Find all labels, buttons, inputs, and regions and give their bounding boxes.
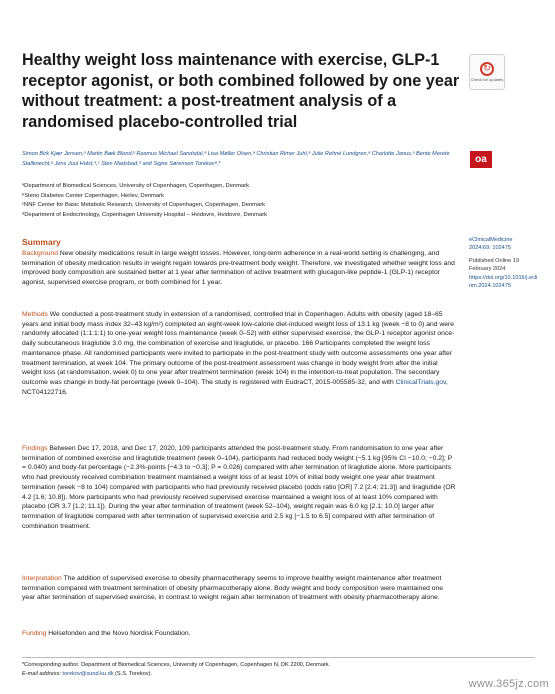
funding-paragraph <box>22 629 456 639</box>
email-label: E-mail address: <box>22 670 61 677</box>
findings-label: Findings <box>22 445 48 452</box>
article-metadata <box>469 236 539 290</box>
clinicaltrials-link[interactable]: ClinicalTrials.gov <box>395 378 446 386</box>
affiliation-b: ᵇSteno Diabetes Center Copenhagen, Herlev, Denmark <box>22 192 164 199</box>
email-line <box>22 670 492 679</box>
affiliation-c: ᶜNNF Center for Basic Metabolic Research, University of Copenhagen, Copenhagen, Denmark <box>22 202 266 209</box>
affiliation-a: ᵃDepartment of Biomedical Sciences, University of Copenhagen, Copenhagen, Denmark <box>22 183 250 189</box>
email-link[interactable]: torekov@sund.ku.dk <box>62 670 114 677</box>
doi-link[interactable]: https://doi.org/10.1016/j.eclinm.2024.102475 <box>469 274 538 290</box>
watermark: www.365jz.com <box>468 678 549 690</box>
background-paragraph <box>22 249 456 288</box>
journal-name: eClinicalMedicine <box>469 237 513 243</box>
article-title: Healthy weight loss maintenance with exercise, GLP-1 receptor agonist, or both combined followed by one year without treatment: a post-treatment analysis of a randomised placebo-controlled trial <box>22 51 460 131</box>
published-date: Published Online 19 February 2024 <box>469 257 520 273</box>
background-text: New obesity medications result in large weight losses. However, long-term adherence in a real-world setting is challenging, and termination of obesity medication results in weight regain towards pre-treatment body weight. Therefore, we investigated whether weight loss and improved body composition are sustained better at 1 year after termination of active treatment with glucagon-like peptide-1 (GLP-1) receptor agonist, supervised exercise program, or both combined for 1 year. <box>22 250 455 287</box>
methods-label: Methods <box>22 311 48 318</box>
corresponding-author-note <box>22 661 492 678</box>
interpretation-label: Interpretation <box>22 575 62 582</box>
findings-text: Between Dec 17, 2018, and Dec 17, 2020, 109 participants attended the post-treatment study. From randomisation to one year after termination of combined exercise and liraglutide treatment (week 0–104), participants had reduced body weight (−5.1 kg [95% CI −10.0; −0.2]; P = 0.040) and body-fat percentage (−2.3%-points [−4.3 to −0.3]; P = 0.026) compared with after termination of liraglutide alone. More participants who had previously received combination treatment maintained a weight loss of at least 10% of initial body weight one year after treatment termination (week −8 to 104) compared with participants who had previously received placebo (odds ratio [OR] 7.2 [2.4; 21.3]) and liraglutide (OR 4.2 [1.6; 10.8]). More participants who had previously received supervised exercise maintained a weight loss of at least 10% compared with placebo (OR 3.7 [1.2; 11.1]). During the year after termination of treatment (week 52–104), weight regain was 6.0 kg [2.1; 10.0] larger after termination of liraglutide compared with after termination of supervised exercise and 2.5 kg [−1.5 to 6.5] compared with after termination of combination treatment. <box>22 445 456 530</box>
findings-paragraph <box>22 444 456 531</box>
corresponding-text: *Corresponding author. Department of Biomedical Sciences, University of Copenhagen, Copenhagen N, DK 2200, Denmark. <box>22 662 331 668</box>
methods-paragraph <box>22 310 456 397</box>
affiliation-d: ᵈDepartment of Endocrinology, Copenhagen University Hospital – Hvidovre, Hvidovre, Denmark <box>22 211 268 218</box>
interpretation-text: The addition of supervised exercise to obesity pharmacotherapy seems to improve healthy weight maintenance after treatment termination compared with treatment termination of obesity pharmacotherapy alone. Body weight and body composition were maintained one year after termination of supervised exercise, in contrast to weight regain after termination of treatment with obesity pharmacotherapy alone. <box>22 575 443 602</box>
funding-label: Funding <box>22 630 47 637</box>
journal-volume: 2024;69: 102475 <box>469 245 511 252</box>
background-label: Background <box>22 250 59 257</box>
check-for-updates-badge[interactable] <box>469 54 505 90</box>
affiliation-list <box>22 182 452 220</box>
open-access-icon: oa <box>470 151 492 168</box>
refresh-icon: ↻ <box>480 62 494 76</box>
methods-tail: , NCT04122716. <box>22 378 448 396</box>
funding-text: Helsefonden and the Novo Nordisk Foundation. <box>46 630 191 637</box>
summary-heading: Summary <box>22 237 61 247</box>
email-tail: (S.S. Torekov). <box>113 670 152 677</box>
methods-text: We conducted a post-treatment study in extension of a randomised, controlled trial in Copenhagen. Adults with obesity (aged 18–65 years and initial body mass index 32–43 kg/m²) completed an eight-week low-calorie diet-induced weight loss of 13.1 kg (week −8 to 0) and were randomly allocated (1:1:1:1) to one-year weight loss maintenance (week 0–52) with either supervised exercise, the GLP-1 receptor agonist once-daily subcutaneous liraglutide 3.0 mg, the combination of exercise and liraglutide, or placebo. 166 Participants completed the weight loss maintenance phase. All randomised participants were invited to participate in the post-treatment study with outcome assessments one year after treatment termination, at week 104. The primary outcome of the post-treatment assessment was change in body weight from after the initial weight loss (at randomisation, week 0) to one year after treatment termination (week 104) in the intention-to-treat population. The secondary outcome was change in body-fat percentage (week 0–104). The study is registered with EudraCT, 2015-005585-32, and with <box>22 311 455 386</box>
interpretation-paragraph <box>22 574 456 603</box>
badge-label: Check for updates <box>470 76 504 82</box>
footer-divider <box>22 657 535 658</box>
author-list: Simon Birk Kjær Jensen,ᵃ Martin Bæk Blond,ᵇ Rasmus Michael Sandsdal,ᵃ Lisa Møller Olsen,ᵃ Christian Rimer Juhl,ᵃ Julie Rehné Lundgren,ᵃ Charlotte Janus,ᵃ Bente Merete Stallknecht,ᵃ Jens Juul Holst,ᵃ,ᶜ Sten Madsbad,ᵈ and Signe Sørensen Torekovᵃ,* <box>22 151 450 167</box>
